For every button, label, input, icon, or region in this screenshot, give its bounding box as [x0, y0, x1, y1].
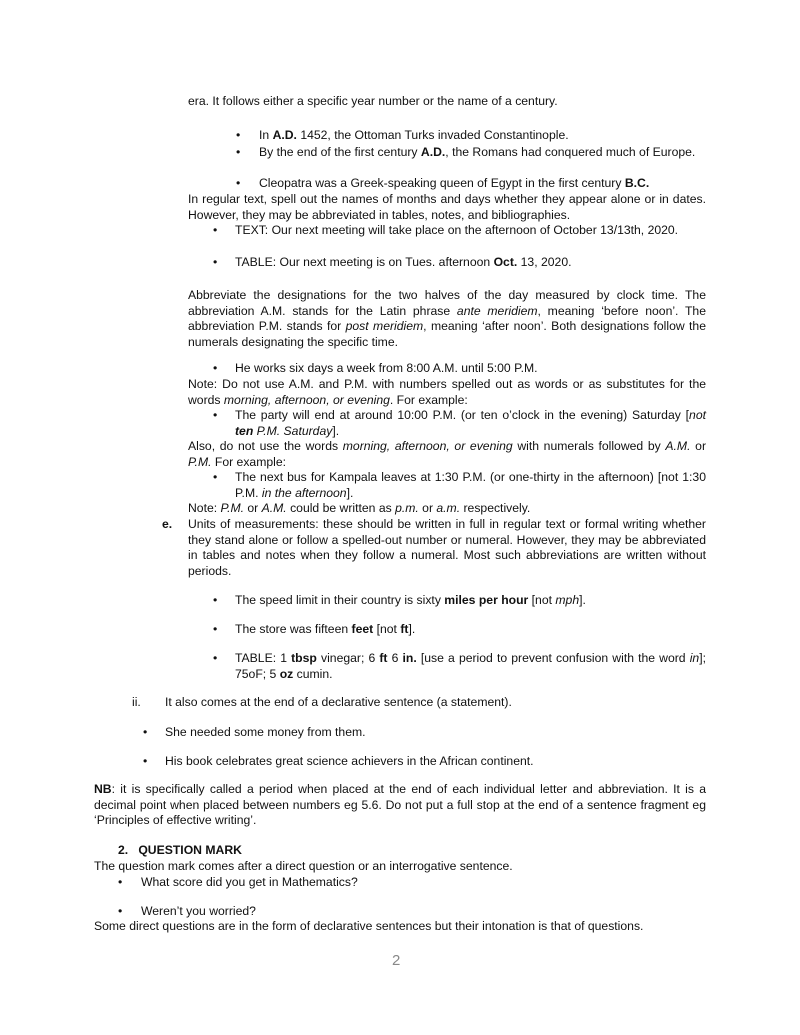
list-item-text: ].: [408, 622, 416, 636]
list-item-text: TABLE: Our next meeting is on Tues. afternoon: [235, 255, 494, 269]
page-number: 2: [392, 952, 401, 969]
list-item-text: TABLE: 1: [235, 651, 292, 665]
table-example: [235, 255, 706, 271]
italic-term: not: [689, 408, 706, 422]
bullet-marker: •: [213, 408, 218, 422]
paragraph-text: could be written as: [286, 501, 396, 515]
bold-abbrev: B.C.: [624, 176, 650, 190]
list-item-text: By the end of the first century: [259, 145, 421, 159]
list-item-text: [use a period to prevent confusion with the word: [416, 651, 690, 665]
declarative-point: It also comes at the end of a declarative sentence (a statement).: [165, 695, 512, 709]
italic-term: p.m.: [395, 501, 419, 515]
table-units-example: [235, 651, 706, 682]
list-item-text: The party will end at around 10:00 P.M. (or ten o’clock in the evening) Saturday [: [235, 408, 690, 422]
list-item-text: ].: [346, 485, 354, 500]
units-paragraph: Units of measurements: these should be written in full in regular text or formal writing whether they stand alone or follow a spelled-out number or numeral. However, they may be abbreviated in tables and notes when they follow a numeral. Most such abbreviations are written without periods.: [188, 517, 706, 578]
list-item-text: Cleopatra was a Greek-speaking queen of Egypt in the first century: [259, 176, 625, 190]
question-mark-intro: The question mark comes after a direct question or an interrogative sentence.: [94, 859, 513, 873]
list-item-text: ].: [579, 593, 586, 607]
list-item-text: vinegar; 6: [316, 651, 380, 665]
bold-term: in.: [402, 651, 417, 665]
list-item-text: 1452, the Ottoman Turks invaded Constantinople.: [296, 128, 569, 142]
paragraph-text: Abbreviate the designations for the two halves of the day measured by clock time. The abbreviation A.M. stands for the Latin phrase: [188, 288, 706, 318]
paragraph-text: . For example:: [389, 392, 468, 407]
italic-term: P.M. Saturday: [253, 423, 333, 438]
bullet-marker: •: [213, 361, 218, 375]
question-example-2: Weren’t you worried?: [141, 904, 256, 918]
store-example: [235, 622, 706, 638]
bold-term: ft: [379, 651, 388, 665]
italic-term: ante meridiem: [456, 303, 538, 318]
list-item-text: [not: [373, 622, 401, 636]
book-example: His book celebrates great science achievers in the African continent.: [165, 754, 534, 768]
list-item-text: The next bus for Kampala leaves at 1:30 P.M. (or one-thirty in the afternoon) [not 1:30 P.M.: [235, 470, 706, 500]
paragraph-text: , meaning ‘before noon’. The abbreviation P.M. stands for: [188, 303, 706, 334]
paragraph-text: , meaning ‘after noon’. Both designations follow the numerals designating the specific time.: [188, 319, 706, 349]
list-item-text: In: [259, 128, 273, 142]
italic-term: P.M.: [220, 501, 245, 515]
list-item-text: cumin.: [293, 666, 333, 681]
section-heading-question-mark: 2. QUESTION MARK: [118, 843, 242, 857]
note-lowercase: [188, 501, 706, 517]
text-example: TEXT: Our next meeting will take place on the afternoon of October 13/13th, 2020.: [235, 223, 679, 237]
ampm-paragraph: [188, 288, 706, 350]
note-ampm-words: [188, 377, 706, 408]
paragraph-text: respectively.: [460, 501, 531, 515]
list-item-ad-1452: [259, 128, 706, 144]
paragraph-text: Note:: [188, 501, 221, 515]
list-item-text: ]; 75oF; 5: [235, 651, 706, 681]
bullet-marker: •: [213, 255, 218, 269]
list-item-text: 6: [387, 651, 403, 665]
italic-term: morning, afternoon, or evening: [342, 439, 513, 453]
paragraph-text: or: [418, 501, 437, 515]
italic-term: A.M.: [261, 501, 287, 515]
bullet-marker: •: [118, 904, 123, 918]
work-example: He works six days a week from 8:00 A.M. until 5:00 P.M.: [235, 361, 538, 375]
speed-example: [235, 593, 706, 609]
bullet-marker: •: [213, 593, 218, 607]
bold-term: ten: [235, 423, 254, 438]
list-item-text: ].: [332, 423, 340, 438]
money-example: She needed some money from them.: [165, 725, 366, 739]
bullet-marker: •: [213, 622, 218, 636]
bullet-marker: •: [143, 725, 148, 739]
list-marker-e: e.: [162, 517, 173, 531]
bus-example: [235, 470, 706, 501]
months-paragraph: In regular text, spell out the names of months and days whether they appear alone or in dates. However, they may be abbreviated in tables, notes, and bibliographies.: [188, 192, 706, 222]
italic-term: in: [689, 651, 700, 665]
bold-abbrev: A.D.: [272, 128, 297, 142]
bullet-marker: •: [143, 754, 148, 768]
list-item-text: , the Romans had conquered much of Europe.: [445, 145, 696, 159]
list-item-text: [not: [528, 593, 556, 607]
paragraph-text: Note: Do not use A.M. and P.M. with numbers spelled out as words or as substitutes for the words: [188, 377, 706, 407]
paragraph-text: or: [244, 501, 262, 515]
question-example-1: What score did you get in Mathematics?: [141, 875, 358, 889]
list-item-text: The store was fifteen: [235, 622, 352, 636]
bold-abbrev: Oct.: [493, 255, 518, 269]
bold-term: miles per hour: [444, 593, 529, 607]
italic-term: in the afternoon: [261, 485, 347, 500]
list-item-text: 13, 2020.: [517, 255, 572, 269]
declarative-question-note: Some direct questions are in the form of declarative sentences but their intonation is that of questions.: [94, 919, 644, 933]
nb-paragraph: [94, 782, 706, 829]
paragraph-text: with numerals followed by: [512, 439, 666, 453]
bullet-marker: •: [236, 176, 241, 190]
bold-term: oz: [279, 666, 294, 681]
bullet-marker: •: [213, 651, 218, 665]
italic-term: mph: [555, 593, 580, 607]
paragraph-text: or: [690, 439, 706, 453]
italic-term: post meridiem: [345, 319, 424, 334]
list-item-text: The speed limit in their country is sixty: [235, 593, 445, 607]
bullet-marker: •: [236, 145, 241, 159]
list-marker-ii: ii.: [132, 695, 141, 709]
paragraph-text: : it is specifically called a period when placed at the end of each individual letter and abbreviation. It is a decimal point when placed between numbers eg 5.6. Do not put a full stop at the end of a sentence fragment eg ‘Principles of effective writing’.: [94, 782, 706, 828]
bullet-marker: •: [118, 875, 123, 889]
party-example: [235, 408, 706, 439]
nb-label: NB: [94, 782, 112, 796]
also-paragraph: [188, 439, 706, 470]
bold-term: ft: [400, 622, 409, 636]
bullet-marker: •: [236, 128, 241, 142]
paragraph-text: For example:: [211, 454, 286, 469]
italic-term: A.M.: [665, 439, 691, 453]
italic-term: a.m.: [436, 501, 461, 515]
bold-term: tbsp: [291, 651, 317, 665]
paragraph-text: Also, do not use the words: [188, 439, 343, 453]
italic-term: morning, afternoon, or evening: [223, 392, 390, 407]
italic-term: P.M.: [188, 454, 212, 469]
bullet-marker: •: [213, 223, 218, 237]
list-item-romans: [259, 145, 706, 161]
bold-abbrev: A.D.: [420, 145, 446, 159]
bullet-marker: •: [213, 470, 218, 484]
bold-term: feet: [351, 622, 374, 636]
era-line: era. It follows either a specific year number or the name of a century.: [188, 94, 558, 108]
list-item-cleopatra: [259, 176, 706, 192]
